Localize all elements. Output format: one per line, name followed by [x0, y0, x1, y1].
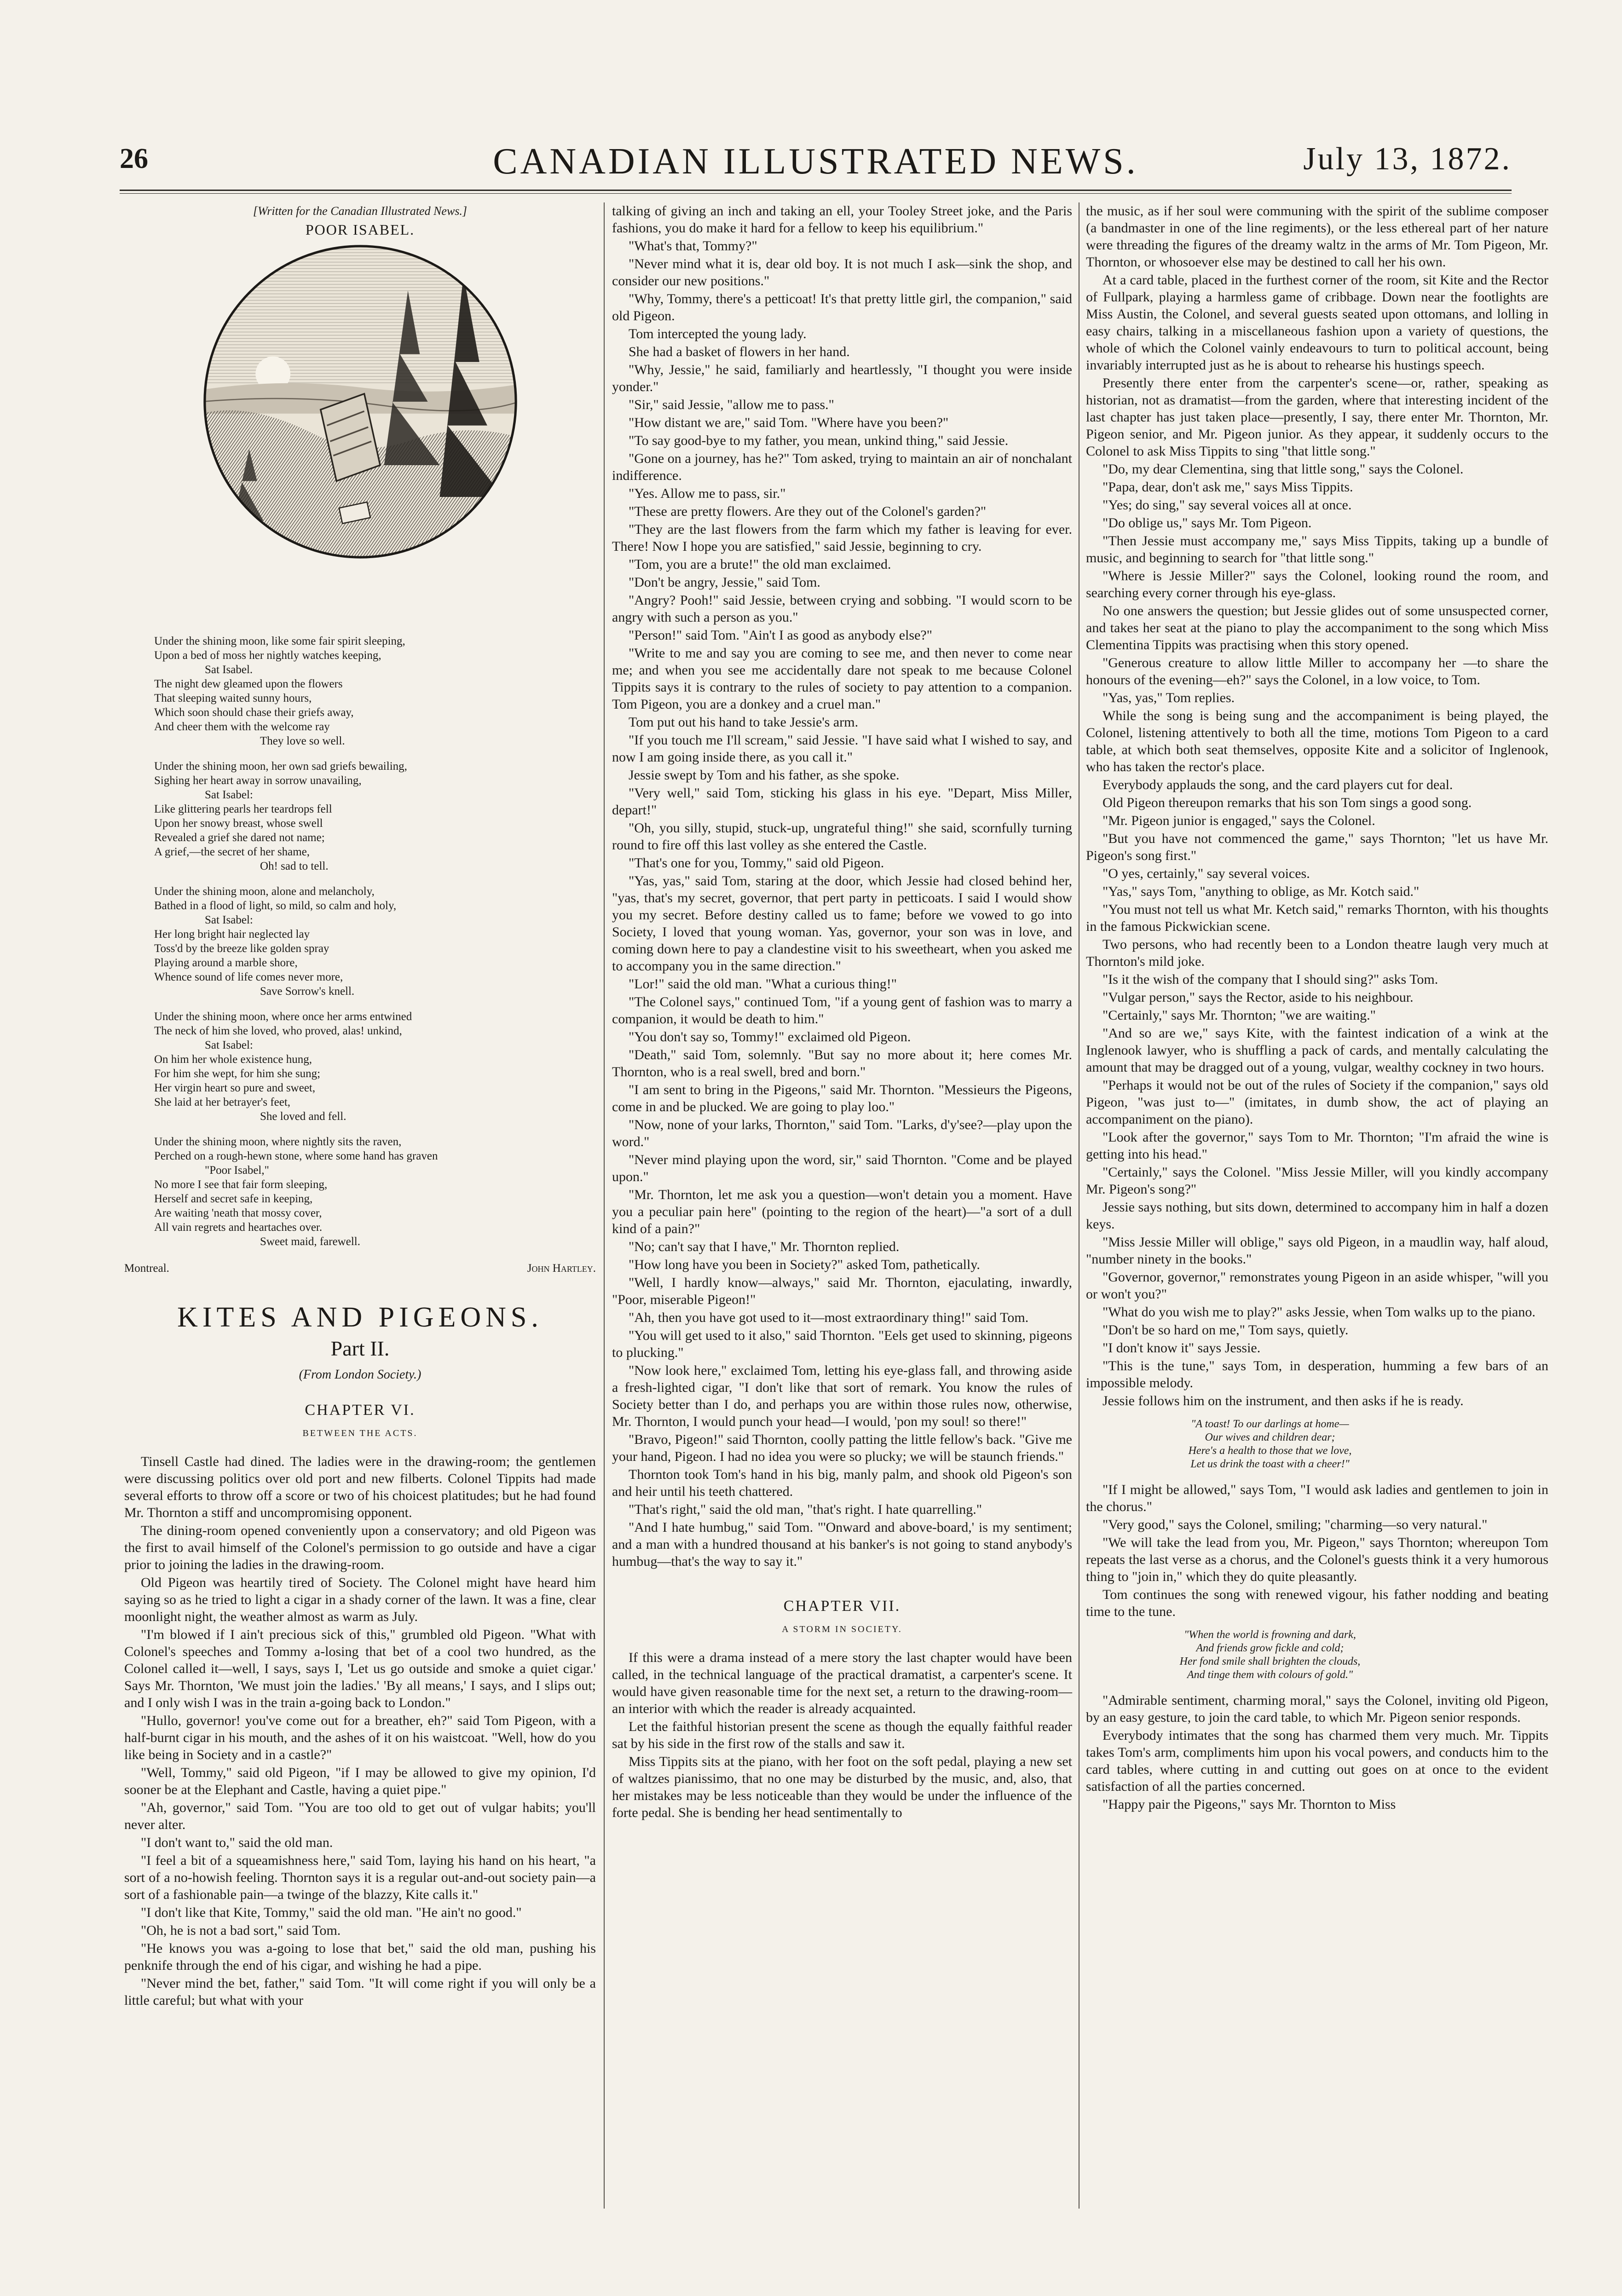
paragraph: "They are the last flowers from the farm which my father is leaving for ever. There! Now I hope you are satisfied," said Jessie, beginning to cry.: [612, 522, 1072, 554]
paragraph: "Person!" said Tom. "Ain't I as good as anybody else?": [629, 628, 932, 643]
paragraph: "Admirable sentiment, charming moral," says the Colonel, inviting old Pigeon, by an easy gesture, to join the card table, to which Mr. Pigeon senior responds.: [1086, 1693, 1548, 1725]
paragraph: "Mr. Thornton, let me ask you a question—won't detain you a moment. Have you a peculiar pain here" (pointing to the region of the heart)—"a sort of a dull kind of a pain?": [612, 1187, 1072, 1236]
paragraph: "I don't want to," said the old man.: [141, 1835, 333, 1850]
paragraph: "Angry? Pooh!" said Jessie, between crying and sobbing. "I would scorn to be angry with such a person as you.": [612, 593, 1072, 625]
paragraph: "And I hate humbug," said Tom. "'Onward and above-board,' is my sentiment; and a man with a hundred thousand at his banker's is not going to stand anybody's humbug—that's the way to say it.": [612, 1520, 1072, 1569]
paragraph: "How long have you been in Society?" asked Tom, pathetically.: [629, 1257, 980, 1272]
story-source: (From London Society.): [299, 1367, 421, 1382]
poem-line: Which soon should chase their griefs away,: [154, 706, 354, 719]
poem-line: Sat Isabel.: [205, 663, 253, 676]
poem-line: All vain regrets and heartaches over.: [154, 1221, 323, 1234]
paragraph: "Certainly," says Mr. Thornton; "we are waiting.": [1102, 1008, 1376, 1023]
poem-line: Revealed a grief she dared not name;: [154, 831, 325, 844]
paragraph: Tinsell Castle had dined. The ladies were in the drawing-room; the gentlemen were discussing politics over old port and new filberts. Colonel Tippits had made several efforts to throw off a score or two of his choicest platitudes; but he had found Mr. Thornton a stiff and uncompromising opponent.: [124, 1454, 596, 1520]
poem-line: And cheer them with the welcome ray: [154, 721, 330, 733]
paragraph: "Never mind the bet, father," said Tom. "It will come right if you will only be a little careful; but what with your: [124, 1976, 596, 2008]
masthead: [120, 138, 1512, 189]
paragraph: "Do, my dear Clementina, sing that little song," says the Colonel.: [1102, 462, 1464, 477]
paragraph: Jessie says nothing, but sits down, determined to accompany him in half a dozen keys.: [1086, 1200, 1548, 1232]
story-headline: KITES AND PIGEONS.: [177, 1302, 543, 1333]
paragraph: Tom continues the song with renewed vigour, his father nodding and beating time to the tune.: [1086, 1587, 1548, 1619]
poem-line: For him she wept, for him she sung;: [154, 1067, 321, 1080]
paragraph: If this were a drama instead of a mere story the last chapter would have been called, in the technical language of the practical dramatist, a carpenter's scene. It would have given reasonable time for the next set, a return to the drawing-room—an interior with which the reader is already acquainted.: [612, 1650, 1072, 1716]
paragraph: "That's right," said the old man, "that's right. I hate quarrelling.": [629, 1502, 982, 1517]
paragraph: "Write to me and say you are coming to see me, and then never to come near me; and when you see me accidentally dare not speak to me because Colonel Tippits says it is contrary to the rules of society to pay attention to a companion. Tom Pigeon, you are a donkey and a cruel man.": [612, 646, 1072, 712]
paragraph: "Yas, yas," Tom replies.: [1102, 690, 1235, 705]
paragraph: Old Pigeon thereupon remarks that his son Tom sings a good song.: [1102, 795, 1472, 810]
poem-line: A grief,—the secret of her shame,: [154, 846, 310, 858]
paragraph: "What's that, Tommy?": [629, 238, 757, 254]
paragraph: "Then Jessie must accompany me," says Miss Tippits, taking up a bundle of music, and beginning to search for "that little song.": [1086, 533, 1548, 565]
paragraph: "Perhaps it would not be out of the rules of Society if the companion," says old Pigeon, "was just to—" (imitates, in dumb show, the act of playing an accompaniment on the piano).: [1086, 1078, 1548, 1127]
ballad-verse: [1141, 1628, 1548, 1682]
paragraph: "I feel a bit of a squeamishness here," said Tom, laying his hand on his heart, "a sort of a no-howish feeling. Thornton says it is a regular out-and-out society pain—a sort of a fashionable pain—a twinge of the blazzy, Kite calls it.": [124, 1853, 596, 1902]
paragraph: "Governor, governor," remonstrates young Pigeon in an aside whisper, "will you or won't you?": [1086, 1269, 1548, 1302]
paragraph: "Never mind what it is, dear old boy. It is not much I ask—sink the shop, and consider our new positions.": [612, 256, 1072, 288]
poem-line: On him her whole existence hung,: [154, 1053, 312, 1066]
paragraph: "You will get used to it also," said Thornton. "Eels get used to skinning, pigeons to plucking.": [612, 1328, 1072, 1360]
paragraph: "Where is Jessie Miller?" says the Colonel, looking round the room, and searching every corner through his eye-glass.: [1086, 568, 1548, 600]
poem-stanza: [154, 759, 596, 873]
paragraph: talking of giving an inch and taking an ell, your Tooley Street joke, and the Paris fashions, you do make it hard for a fellow to keep his equilibrium.": [612, 203, 1072, 236]
page-number: 26: [120, 143, 148, 174]
poem-line: Sat Isabel:: [205, 789, 253, 801]
verse-line: And friends grow fickle and cold;: [1196, 1642, 1344, 1654]
poem-title: POOR ISABEL.: [305, 221, 415, 238]
paragraph: Everybody intimates that the song has charmed them very much. Mr. Tippits takes Tom's arm, compliments him upon his vocal powers, and conducts him to the card tables, where cutting in and cutting out goes on at once to the evident satisfaction of all the parties concerned.: [1086, 1728, 1548, 1794]
paragraph: "That's one for you, Tommy," said old Pigeon.: [629, 855, 884, 871]
masthead-rule: [120, 190, 1512, 191]
chapter-subtitle: A STORM IN SOCIETY.: [782, 1624, 902, 1634]
paragraph: "These are pretty flowers. Are they out of the Colonel's garden?": [629, 504, 987, 519]
verse-line: Let us drink the toast with a cheer!": [1190, 1458, 1350, 1470]
poem-line: Playing around a marble shore,: [154, 957, 298, 969]
paragraph: "Miss Jessie Miller will oblige," says old Pigeon, in a maudlin way, half aloud, "number ninety in the books.": [1086, 1235, 1548, 1267]
verse-line: Her fond smile shall brighten the clouds,: [1179, 1656, 1361, 1667]
column-2: [612, 202, 1072, 1822]
masthead-rule-thin: [120, 193, 1512, 194]
paragraph: the music, as if her soul were communing with the spirit of the sublime composer (a bandmaster in one of the line regiments), or the less ethereal part of her nature were threading the figures of the dreamy waltz in the arms of Mr. Tom Pigeon, Mr. Thornton, or whosoever else may be destined to call her his own.: [1086, 203, 1548, 270]
paragraph: "Gone on a journey, has he?" Tom asked, trying to maintain an air of nonchalant indifference.: [612, 451, 1072, 483]
paragraph: "If you touch me I'll scream," said Jessie. "I have said what I wished to say, and now I am going inside there, as you call it.": [612, 733, 1072, 765]
paragraph: "Don't be so hard on me," Tom says, quietly.: [1102, 1322, 1349, 1338]
poem-line: Herself and secret safe in keeping,: [154, 1193, 313, 1205]
paragraph: "Why, Tommy, there's a petticoat! It's that pretty little girl, the companion," said old Pigeon.: [612, 291, 1072, 323]
paragraph: "Well, I hardly know—always," said Mr. Thornton, ejaculating, inwardly, "Poor, miserable Pigeon!": [612, 1275, 1072, 1307]
paragraph: "Generous creature to allow little Miller to accompany her —to share the honours of the evening—eh?" says the Colonel, in a low voice, to Tom.: [1086, 655, 1548, 687]
poem-stanza: [154, 1010, 596, 1124]
verse-line: And tinge them with colours of gold.": [1187, 1669, 1353, 1681]
paragraph: "What do you wish me to play?" asks Jessie, when Tom walks up to the piano.: [1102, 1304, 1535, 1320]
poem-line: Under the shining moon, where nightly sits the raven,: [154, 1136, 402, 1148]
paragraph: "I don't like that Kite, Tommy," said the old man. "He ain't no good.": [141, 1905, 522, 1920]
poem-author: John Hartley.: [527, 1262, 596, 1275]
chapter-heading: CHAPTER VI.: [305, 1402, 416, 1419]
paragraph: "Oh, he is not a bad sort," said Tom.: [141, 1923, 341, 1938]
paragraph: "Now look here," exclaimed Tom, letting his eye-glass fall, and throwing aside a fresh-lighted cigar, "I don't like that sort of remark. You know the rules of Society better than I do, and perhaps you are within those rules now, otherwise, Mr. Thornton, I would punch your head—I would, 'pon my soul! so there!": [612, 1363, 1072, 1429]
story-part: Part II.: [330, 1337, 390, 1360]
column-divider: [604, 202, 605, 2209]
poem-note: [Written for the Canadian Illustrated News.]: [253, 204, 468, 218]
poem-line: She loved and fell.: [260, 1110, 346, 1123]
paragraph: "Mr. Pigeon junior is engaged," says the Colonel.: [1102, 813, 1375, 828]
paragraph: "Ah, governor," said Tom. "You are too old to get out of vulgar habits; you'll never alter.: [124, 1800, 596, 1832]
paragraph: "Yas, yas," said Tom, staring at the door, which Jessie had closed behind her, "yas, that's my secret, governor, that pert party in petticoats. I said I would show you my secret. Before destiny called us to fame; before we vowed to go into Society, I loved that young woman. Yas, governor, your son was in love, and coming down here to pay a clandestine visit to his sweetheart, when you asked me to accompany you in the same direction.": [612, 873, 1072, 974]
poem-line: Are waiting 'neath that mossy cover,: [154, 1207, 322, 1219]
paragraph: "Yas," says Tom, "anything to oblige, as Mr. Kotch said.": [1102, 884, 1420, 899]
paragraph: "Never mind playing upon the word, sir," said Thornton. "Come and be played upon.": [612, 1152, 1072, 1184]
paragraph: "How distant we are," said Tom. "Where have you been?": [629, 415, 949, 430]
poem-line: Oh! sad to tell.: [260, 860, 329, 872]
poem-stanza: [154, 884, 596, 998]
paragraph: "You must not tell us what Mr. Ketch said," remarks Thornton, with his thoughts in the famous Pickwickian scene.: [1086, 902, 1548, 934]
chapter-heading: CHAPTER VII.: [783, 1598, 901, 1615]
poem-line: The night dew gleamed upon the flowers: [154, 678, 343, 690]
paragraph: Tom put out his hand to take Jessie's arm.: [629, 715, 859, 730]
paragraph: "Bravo, Pigeon!" said Thornton, coolly patting the little fellow's back. "Give me your hand, Pigeon. I had no idea you were so plucky; we will be staunch friends.": [612, 1432, 1072, 1464]
paragraph: Two persons, who had recently been to a London theatre laugh very much at Thornton's mild joke.: [1086, 937, 1548, 969]
poem-line: Under the shining moon, alone and melancholy,: [154, 885, 375, 898]
poem-line: Whence sound of life comes never more,: [154, 971, 343, 983]
poem-line: Upon a bed of moss her nightly watches keeping,: [154, 649, 381, 662]
issue-date: July 13, 1872.: [1303, 141, 1512, 177]
paragraph: "Well, Tommy," said old Pigeon, "if I may be allowed to give my opinion, I'd sooner be at the Elephant and Castle, having a quiet pipe.": [124, 1765, 596, 1797]
poem-stanza: [154, 634, 596, 748]
poem-line: Sat Isabel:: [205, 1039, 253, 1051]
paragraph: "Lor!" said the old man. "What a curious thing!": [629, 976, 897, 992]
paper-title: CANADIAN ILLUSTRATED NEWS.: [493, 141, 1138, 182]
paragraph: "Very well," said Tom, sticking his glass in his eye. "Depart, Miss Miller, depart!": [612, 785, 1072, 818]
poem-line: Perched on a rough-hewn stone, where some hand has graven: [154, 1150, 438, 1162]
paragraph: "This is the tune," says Tom, in desperation, humming a few bars of an impossible melody.: [1086, 1358, 1548, 1390]
paragraph: Miss Tippits sits at the piano, with her foot on the soft pedal, playing a new set of waltzes pianissimo, that no one may be disturbed by the music, and, also, that her mistakes may be less noticeable than they would be under the influence of the forte pedal. She is bending her head sentimentally to: [612, 1754, 1072, 1820]
poem-line: The neck of him she loved, who proved, alas! unkind,: [154, 1025, 402, 1037]
paragraph: "Yes; do sing," say several voices all at once.: [1102, 497, 1352, 513]
paragraph: Jessie follows him on the instrument, and then asks if he is ready.: [1102, 1393, 1464, 1408]
paragraph: "Don't be angry, Jessie," said Tom.: [629, 575, 820, 590]
poem-line: "Poor Isabel,": [205, 1164, 269, 1177]
paragraph: Old Pigeon was heartily tired of Society. The Colonel might have heard him saying so as he tried to light a cigar in a shady corner of the lawn. It was a fine, clear moonlight night, the weather almost as warm as July.: [124, 1575, 596, 1624]
poem-line: She laid at her betrayer's feet,: [154, 1096, 291, 1108]
poem-line: Bathed in a flood of light, so mild, so calm and holy,: [154, 900, 397, 912]
poem-stanza: [154, 1135, 596, 1249]
paragraph: She had a basket of flowers in her hand.: [629, 344, 850, 359]
paragraph: "Look after the governor," says Tom to Mr. Thornton; "I'm afraid the wine is getting into his head.": [1086, 1130, 1548, 1162]
poem-line: No more I see that fair form sleeping,: [154, 1178, 328, 1191]
moonlit-grave-engraving: [202, 243, 519, 560]
paragraph: "Death," said Tom, solemnly. "But say no more about it; here comes Mr. Thornton, who is a real swell, bred and born.": [612, 1047, 1072, 1079]
paragraph: Everybody applauds the song, and the card players cut for deal.: [1102, 777, 1453, 792]
paragraph: "Vulgar person," says the Rector, aside to his neighbour.: [1102, 990, 1414, 1005]
paragraph: Presently there enter from the carpenter's scene—or, rather, speaking as historian, not as dramatist—from the garden, where that interesting incident of the last chapter has just taken place—presently, I say, there enter Mr. Thornton, Mr. Pigeon senior, and Mr. Pigeon junior. As they appear, it suddenly occurs to the Colonel to ask Miss Tippits to sing "that little song.": [1086, 375, 1548, 459]
poem-line: Upon her snowy breast, whose swell: [154, 817, 323, 830]
paragraph: At a card table, placed in the furthest corner of the room, sit Kite and the Rector of Fullpark, playing a harmless game of cribbage. Down near the footlights are Miss Austin, the Colonel, and several guests seated upon ottomans, and lolling in easy chairs, talking in a miscellaneous fashion upon a variety of questions, the whole of which the Colonel vainly endeavours to turn to political account, being invariably interrupted just as he is about to rehearse his hustings speech.: [1086, 272, 1548, 373]
poem-line: Sighing her heart away in sorrow unavailing,: [154, 774, 362, 787]
paragraph: "Certainly," says the Colonel. "Miss Jessie Miller, will you kindly accompany Mr. Pigeon's song?": [1086, 1165, 1548, 1197]
poem-line: Save Sorrow's knell.: [260, 985, 355, 998]
paragraph: Let the faithful historian present the scene as though the equally faithful reader sat by his side in the first row of the stalls and saw it.: [612, 1719, 1072, 1751]
poem-line: Sat Isabel:: [205, 914, 253, 926]
paragraph: "Very good," says the Colonel, smiling; "charming—so very natural.": [1102, 1517, 1488, 1532]
paragraph: "I'm blowed if I ain't precious sick of this," grumbled old Pigeon. "What with Colonel's speeches and Tommy a-losing that bet of a cool two hundred, as the Colonel called it—well, I says, says I, 'Let us go outside and smoke a quiet cigar.' Says Mr. Thornton, 'We must join the ladies.' 'By all means,' I says, and I slips out; and I only wish I was in the train a-going back to London.": [124, 1627, 596, 1710]
paragraph: "O yes, certainly," say several voices.: [1102, 866, 1310, 881]
paragraph: "I am sent to bring in the Pigeons," said Mr. Thornton. "Messieurs the Pigeons, come in and be plucked. We are going to play loo.": [612, 1082, 1072, 1114]
paragraph: "If I might be allowed," says Tom, "I would ask ladies and gentlemen to join in the chorus.": [1086, 1482, 1548, 1514]
paragraph: "Do oblige us," says Mr. Tom Pigeon.: [1102, 515, 1312, 531]
paragraph: "Hullo, governor! you've come out for a breather, eh?" said Tom Pigeon, with a half-burnt cigar in his mouth, and the ashes of it on his waistcoat. "Well, how do you like being in Society and in a castle?": [124, 1713, 596, 1762]
paragraph: "Happy pair the Pigeons," says Mr. Thornton to Miss: [1102, 1797, 1396, 1812]
paragraph: "To say good-bye to my father, you mean, unkind thing," said Jessie.: [629, 433, 1009, 448]
paragraph: "Tom, you are a brute!" the old man exclaimed.: [629, 557, 891, 572]
paragraph: Tom intercepted the young lady.: [629, 326, 807, 341]
paragraph: "Why, Jessie," he said, familiarly and heartlessly, "I thought you were inside yonder.": [612, 362, 1072, 394]
paragraph: "You don't say so, Tommy!" exclaimed old Pigeon.: [629, 1029, 911, 1044]
paragraph: "Now, none of your larks, Thornton," said Tom. "Larks, d'y'see?—play upon the word.": [612, 1117, 1072, 1149]
paragraph: "Ah, then you have got used to it—most extraordinary thing!" said Tom.: [629, 1310, 1029, 1325]
paragraph: Thornton took Tom's hand in his big, manly palm, and shook old Pigeon's son and heir until his teeth chattered.: [612, 1467, 1072, 1499]
paragraph: "He knows you was a-going to lose that bet," said the old man, pushing his penknife through the end of his cigar, and wishing he had a pipe.: [124, 1941, 596, 1973]
poem-line: That sleeping waited sunny hours,: [154, 692, 312, 704]
paragraph: The dining-room opened conveniently upon a conservatory; and old Pigeon was the first to avail himself of the Colonel's permission to go outside and have a cigar prior to joining the ladies in the drawing-room.: [124, 1523, 596, 1572]
paragraph: "No; can't say that I have," Mr. Thornton replied.: [629, 1239, 900, 1254]
poem-place: Montreal.: [124, 1262, 169, 1275]
chapter-subtitle: BETWEEN THE ACTS.: [302, 1428, 418, 1438]
paragraph: "Sir," said Jessie, "allow me to pass.": [629, 397, 834, 412]
verse-line: Our wives and children dear;: [1205, 1431, 1335, 1443]
poem-body: [154, 634, 596, 1249]
paragraph: "I don't know it" says Jessie.: [1102, 1340, 1261, 1356]
poem-signature: [124, 1260, 596, 1277]
paragraph: "Is it the wish of the company that I should sing?" asks Tom.: [1102, 972, 1438, 987]
paragraph: Jessie swept by Tom and his father, as she spoke.: [629, 767, 900, 783]
verse-line: "A toast! To our darlings at home—: [1191, 1418, 1349, 1430]
paragraph: "And so are we," says Kite, with the faintest indication of a wink at the Inglenook lawyer, who is shuffling a pack of cards, and mentally calculating the amount that may be dragged out of a young, vulgar, wealthy cockney in two hours.: [1086, 1026, 1548, 1075]
poem-line: Toss'd by the breeze like golden spray: [154, 942, 329, 955]
poem-line: Under the shining moon, like some fair spirit sleeping,: [154, 635, 405, 647]
poem-line: Her long bright hair neglected lay: [154, 928, 310, 940]
poem-line: They love so well.: [260, 735, 345, 747]
paragraph: No one answers the question; but Jessie glides out of some unsuspected corner, and takes her seat at the piano to play the accompaniment to the song which Miss Clementina Tippits was practising when this story opened.: [1086, 603, 1548, 652]
paragraph: "Yes. Allow me to pass, sir.": [629, 486, 786, 501]
poem-line: Under the shining moon, where once her arms entwined: [154, 1010, 412, 1023]
paragraph: While the song is being sung and the accompaniment is being played, the Colonel, listening attentively to both all the time, motions Tom Pigeon to a card table, at which both seat themselves, opposite Kite and a solicitor of Inglenook, who has taken the rector's place.: [1086, 708, 1548, 774]
poem-line: Under the shining moon, her own sad griefs bewailing,: [154, 760, 407, 773]
paragraph: "We will take the lead from you, Mr. Pigeon," says Thornton; whereupon Tom repeats the last verse as a chorus, and the Colonel's guests think it a very humorous thing to "join in," which they do quite pleasantly.: [1086, 1535, 1548, 1584]
column-3: [1086, 202, 1548, 1814]
paragraph: "Oh, you silly, stupid, stuck-up, ungrateful thing!" she said, scornfully turning round to fire off this last volley as she entered the Castle.: [612, 820, 1072, 853]
column-1: [124, 202, 596, 2010]
poem-line: Like glittering pearls her teardrops fell: [154, 803, 332, 815]
verse-line: Here's a health to those that we love,: [1188, 1445, 1352, 1457]
paragraph: "But you have not commenced the game," says Thornton; "let us have Mr. Pigeon's song first.": [1086, 831, 1548, 863]
paragraph: "The Colonel says," continued Tom, "if a young gent of fashion was to marry a companion, it would be death to him.": [612, 994, 1072, 1027]
poem-line: Sweet maid, farewell.: [260, 1235, 360, 1248]
paragraph: "Papa, dear, don't ask me," says Miss Tippits.: [1102, 479, 1353, 495]
ballad-verse: [1141, 1418, 1548, 1471]
poem-line: Her virgin heart so pure and sweet,: [154, 1082, 316, 1094]
verse-line: "When the world is frowning and dark,: [1184, 1629, 1356, 1641]
